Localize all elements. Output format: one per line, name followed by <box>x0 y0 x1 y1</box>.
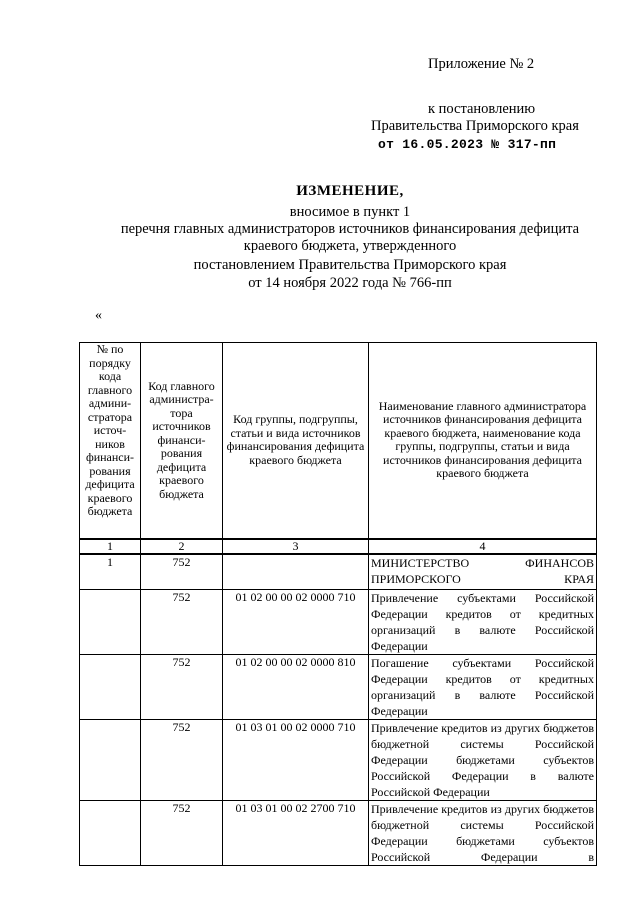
row-order-number <box>80 654 141 719</box>
column-number: 1 <box>80 539 141 554</box>
row-source-code: 01 03 01 00 02 0000 710 <box>223 719 369 800</box>
appendix-label: Приложение № 2 <box>428 56 535 72</box>
title-line-1: вносимое в пункт 1 <box>289 204 411 220</box>
table-row <box>80 654 597 719</box>
header-source-code: Код группы, подгруппы, статьи и вида источников финансирования дефицита краевого бюджета <box>223 343 369 539</box>
row-admin-code: 752 <box>141 800 223 865</box>
title-line-4: постановлением Правительства Приморского края <box>193 257 507 273</box>
row-order-number <box>80 589 141 654</box>
row-name: Погашение субъектами Российской Федерации кредитов от кредитных организаций в валюте Российской Федерации <box>369 654 597 719</box>
table-header-row <box>80 343 597 539</box>
administrators-table <box>79 342 597 866</box>
row-source-code <box>223 554 369 590</box>
table-row <box>80 719 597 800</box>
row-name: Привлечение кредитов из других бюджетов бюджетной системы Российской Федерации бюджетами субъектов Российской Федерации в <box>369 800 597 865</box>
title-line-3: краевого бюджета, утвержденного <box>243 238 457 254</box>
row-source-code: 01 02 00 00 02 0000 710 <box>223 589 369 654</box>
row-name: МИНИСТЕРСТВО ФИНАНСОВ ПРИМОРСКОГО КРАЯ <box>369 554 597 590</box>
government-label: Правительства Приморского края <box>371 118 579 134</box>
row-order-number <box>80 800 141 865</box>
column-number-row <box>80 539 597 554</box>
table-row <box>80 554 597 590</box>
column-number: 2 <box>141 539 223 554</box>
decree-date-number: от 16.05.2023 № 317-пп <box>378 137 557 152</box>
table-row <box>80 800 597 865</box>
row-name: Привлечение субъектами Российской Федерации кредитов от кредитных организаций в валюте Российской Федерации <box>369 589 597 654</box>
title-line-2: перечня главных администраторов источников финансирования дефицита <box>120 221 580 237</box>
row-source-code: 01 02 00 00 02 0000 810 <box>223 654 369 719</box>
row-admin-code: 752 <box>141 554 223 590</box>
header-order-number: № по порядку кода главного админи-стратора источ-ников финанси-рования дефицита краевого бюджета <box>80 343 141 539</box>
document-title: ИЗМЕНЕНИЕ, <box>296 183 404 199</box>
header-name: Наименование главного администратора источников финансирования дефицита краевого бюджета, наименование кода группы, подгруппы, статьи и вида источников финансирования дефицита краевого бюджета <box>369 343 597 539</box>
title-line-5: от 14 ноября 2022 года № 766-пп <box>248 275 452 291</box>
row-order-number <box>80 719 141 800</box>
row-name: Привлечение кредитов из других бюджетов бюджетной системы Российской Федерации бюджетами субъектов Российской Федерации в валюте Российской Федерации <box>369 719 597 800</box>
row-order-number: 1 <box>80 554 141 590</box>
column-number: 4 <box>369 539 597 554</box>
opening-quote: « <box>95 308 102 323</box>
row-admin-code: 752 <box>141 719 223 800</box>
row-source-code: 01 03 01 00 02 2700 710 <box>223 800 369 865</box>
row-admin-code: 752 <box>141 589 223 654</box>
column-number: 3 <box>223 539 369 554</box>
row-admin-code: 752 <box>141 654 223 719</box>
table-row <box>80 589 597 654</box>
to-decree-label: к постановлению <box>428 101 536 117</box>
header-admin-code: Код главного администра-тора источников финанси-рования дефицита краевого бюджета <box>141 343 223 539</box>
